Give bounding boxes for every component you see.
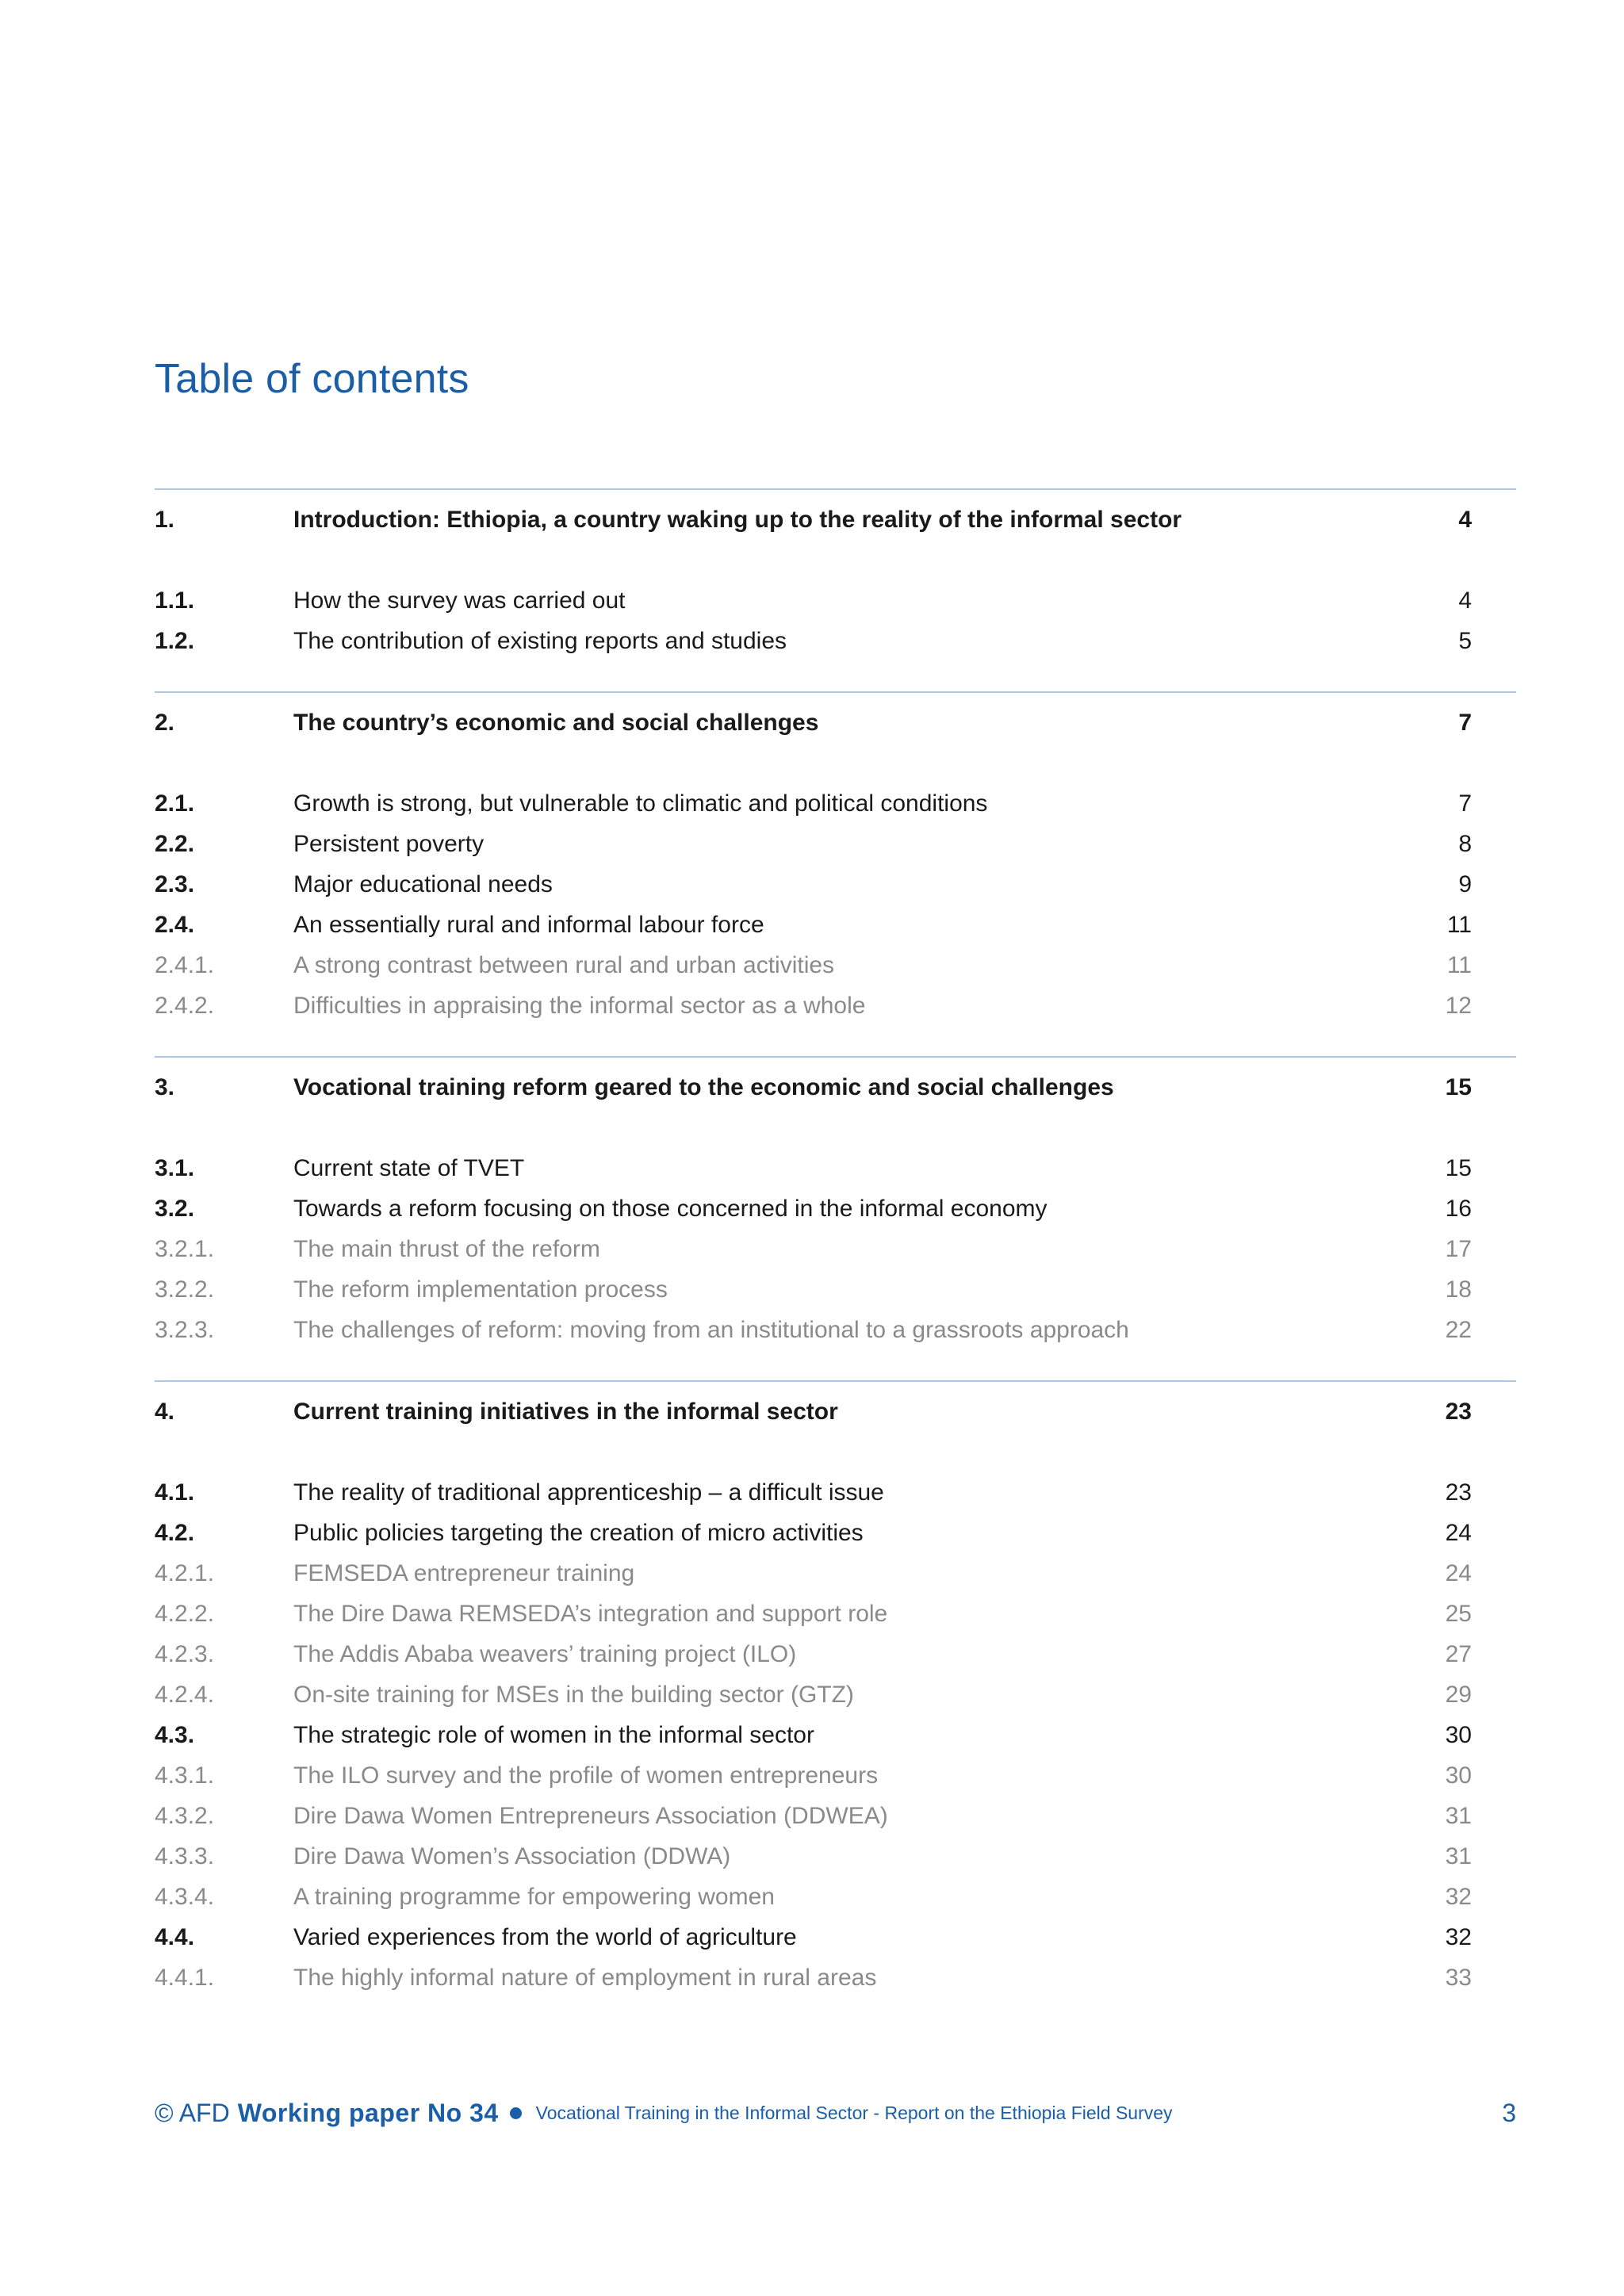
toc-subsubsection-row[interactable] — [155, 945, 1516, 985]
entry-page-number: 31 — [1445, 1803, 1472, 1829]
toc-chapter-row[interactable] — [155, 1067, 1516, 1108]
entry-number: 2.4.2. — [155, 993, 215, 1019]
entry-number: 1. — [155, 507, 175, 533]
entry-number: 4.2.2. — [155, 1601, 215, 1627]
entry-page-number: 4 — [1458, 587, 1472, 614]
entry-page-number: 23 — [1445, 1399, 1472, 1425]
toc-subsubsection-row[interactable] — [155, 1229, 1516, 1269]
bullet-icon — [510, 2107, 522, 2119]
entry-number: 4.3.4. — [155, 1884, 215, 1910]
entry-number: 3.2.2. — [155, 1276, 215, 1303]
toc-subsection-row[interactable] — [155, 1513, 1516, 1553]
table-of-contents — [155, 488, 1516, 2028]
entry-page-number: 18 — [1445, 1276, 1472, 1303]
toc-subsection-row[interactable] — [155, 864, 1516, 905]
toc-subsubsection-row[interactable] — [155, 1310, 1516, 1350]
entry-title: Current state of TVET — [293, 1155, 525, 1181]
entry-title: The main thrust of the reform — [293, 1236, 600, 1262]
toc-subsubsection-row[interactable] — [155, 1269, 1516, 1310]
toc-subsubsection-row[interactable] — [155, 1796, 1516, 1836]
entry-number: 2.3. — [155, 871, 195, 897]
entry-title: Dire Dawa Women’s Association (DDWA) — [293, 1843, 731, 1869]
entry-number: 4.4.1. — [155, 1965, 215, 1991]
entry-page-number: 7 — [1458, 710, 1472, 736]
entry-page-number: 33 — [1445, 1965, 1472, 1991]
entry-title: Towards a reform focusing on those concerned in the informal economy — [293, 1196, 1048, 1222]
entry-page-number: 11 — [1446, 912, 1472, 938]
entry-title: A strong contrast between rural and urban activities — [293, 952, 835, 978]
entry-page-number: 7 — [1458, 790, 1472, 817]
entry-page-number: 30 — [1445, 1722, 1472, 1748]
footer-copyright: © AFD — [155, 2098, 230, 2127]
entry-page-number: 17 — [1445, 1236, 1472, 1262]
entry-number: 4.2.4. — [155, 1682, 215, 1708]
entry-number: 4.4. — [155, 1924, 195, 1950]
entry-number: 4.2.3. — [155, 1641, 215, 1667]
entry-page-number: 23 — [1445, 1479, 1472, 1506]
toc-subsubsection-row[interactable] — [155, 1674, 1516, 1715]
entry-number: 2.1. — [155, 790, 195, 817]
entry-number: 1.1. — [155, 587, 195, 614]
entry-number: 2.4.1. — [155, 952, 215, 978]
footer-series-title: Working paper No 34 — [237, 2098, 499, 2127]
toc-subsubsection-row[interactable] — [155, 1877, 1516, 1917]
entry-page-number: 16 — [1445, 1196, 1472, 1222]
entry-title: How the survey was carried out — [293, 587, 626, 614]
entry-page-number: 29 — [1445, 1682, 1472, 1708]
entry-title: The strategic role of women in the informal sector — [293, 1722, 814, 1748]
entry-title: The Dire Dawa REMSEDA’s integration and support role — [293, 1601, 888, 1627]
toc-subsubsection-row[interactable] — [155, 1755, 1516, 1796]
toc-chapter-row[interactable] — [155, 702, 1516, 743]
entry-title: Varied experiences from the world of agriculture — [293, 1924, 797, 1950]
entry-number: 4.3.1. — [155, 1762, 215, 1789]
entry-page-number: 12 — [1445, 993, 1472, 1019]
entry-page-number: 8 — [1458, 831, 1472, 857]
entry-title: Current training initiatives in the informal sector — [293, 1399, 838, 1425]
entry-number: 4.3.3. — [155, 1843, 215, 1869]
entry-number: 3. — [155, 1074, 175, 1100]
entry-number: 4.2. — [155, 1520, 195, 1546]
entry-page-number: 15 — [1445, 1155, 1472, 1181]
entry-title: The reform implementation process — [293, 1276, 668, 1303]
entry-page-number: 30 — [1445, 1762, 1472, 1789]
entry-title: The ILO survey and the profile of women entrepreneurs — [293, 1762, 879, 1789]
entry-number: 4.3. — [155, 1722, 195, 1748]
entry-title: On-site training for MSEs in the building sector (GTZ) — [293, 1682, 854, 1708]
entry-title: A training programme for empowering women — [293, 1884, 775, 1910]
entry-title: Dire Dawa Women Entrepreneurs Association (DDWEA) — [293, 1803, 888, 1829]
entry-page-number: 5 — [1458, 628, 1472, 654]
entry-number: 1.2. — [155, 628, 195, 654]
toc-subsection-row[interactable] — [155, 1188, 1516, 1229]
toc-chapter-row[interactable] — [155, 499, 1516, 540]
toc-section — [155, 1056, 1516, 1350]
entry-number: 3.1. — [155, 1155, 195, 1181]
entry-number: 4. — [155, 1399, 175, 1425]
toc-subsubsection-row[interactable] — [155, 1594, 1516, 1634]
toc-subsection-row[interactable] — [155, 1148, 1516, 1188]
entry-page-number: 24 — [1445, 1560, 1472, 1586]
toc-subsubsection-row[interactable] — [155, 1553, 1516, 1594]
entry-page-number: 4 — [1458, 507, 1472, 533]
toc-subsection-row[interactable] — [155, 905, 1516, 945]
toc-section — [155, 1380, 1516, 1998]
entry-number: 3.2.3. — [155, 1317, 215, 1343]
entry-page-number: 15 — [1445, 1074, 1472, 1100]
entry-number: 3.2.1. — [155, 1236, 215, 1262]
entry-number: 2.2. — [155, 831, 195, 857]
toc-subsection-row[interactable] — [155, 1917, 1516, 1957]
toc-subsection-row[interactable] — [155, 1472, 1516, 1513]
toc-subsection-row[interactable] — [155, 580, 1516, 621]
entry-page-number: 9 — [1458, 871, 1472, 897]
entry-title: Persistent poverty — [293, 831, 485, 857]
entry-page-number: 25 — [1445, 1601, 1472, 1627]
toc-subsection-row[interactable] — [155, 783, 1516, 824]
toc-subsection-row[interactable] — [155, 824, 1516, 864]
entry-title: Vocational training reform geared to the economic and social challenges — [293, 1074, 1114, 1100]
page-footer — [155, 2093, 1516, 2133]
entry-page-number: 24 — [1445, 1520, 1472, 1546]
entry-title: The highly informal nature of employment in rural areas — [293, 1965, 877, 1991]
entry-number: 4.3.2. — [155, 1803, 215, 1829]
entry-page-number: 11 — [1446, 952, 1472, 978]
entry-page-number: 32 — [1445, 1884, 1472, 1910]
entry-title: The country’s economic and social challenges — [293, 710, 819, 736]
toc-subsubsection-row[interactable] — [155, 985, 1516, 1026]
entry-number: 2.4. — [155, 912, 195, 938]
page-title: Table of contents — [155, 356, 469, 402]
entry-number: 2. — [155, 710, 175, 736]
entry-title: An essentially rural and informal labour force — [293, 912, 764, 938]
entry-page-number: 32 — [1445, 1924, 1472, 1950]
toc-subsubsection-row[interactable] — [155, 1634, 1516, 1674]
entry-title: Growth is strong, but vulnerable to climatic and political conditions — [293, 790, 988, 817]
toc-section — [155, 691, 1516, 1026]
entry-number: 4.2.1. — [155, 1560, 215, 1586]
toc-subsubsection-row[interactable] — [155, 1957, 1516, 1998]
toc-chapter-row[interactable] — [155, 1391, 1516, 1432]
toc-subsection-row[interactable] — [155, 621, 1516, 661]
entry-title: The challenges of reform: moving from an institutional to a grassroots approach — [293, 1317, 1129, 1343]
entry-page-number: 22 — [1445, 1317, 1472, 1343]
entry-page-number: 27 — [1445, 1641, 1472, 1667]
entry-title: The Addis Ababa weavers’ training project (ILO) — [293, 1641, 797, 1667]
entry-page-number: 31 — [1445, 1843, 1472, 1869]
entry-number: 3.2. — [155, 1196, 195, 1222]
footer-subtitle: Vocational Training in the Informal Sector - Report on the Ethiopia Field Survey — [535, 2102, 1173, 2123]
entry-title: The reality of traditional apprenticeship – a difficult issue — [293, 1479, 884, 1506]
toc-subsubsection-row[interactable] — [155, 1836, 1516, 1877]
entry-title: Public policies targeting the creation of micro activities — [293, 1520, 864, 1546]
entry-title: FEMSEDA entrepreneur training — [293, 1560, 635, 1586]
toc-subsection-row[interactable] — [155, 1715, 1516, 1755]
entry-title: Introduction: Ethiopia, a country waking up to the reality of the informal sector — [293, 507, 1182, 533]
entry-number: 4.1. — [155, 1479, 195, 1506]
entry-title: Major educational needs — [293, 871, 553, 897]
entry-title: Difficulties in appraising the informal sector as a whole — [293, 993, 866, 1019]
entry-title: The contribution of existing reports and studies — [293, 628, 787, 654]
page-number: 3 — [1502, 2098, 1516, 2127]
toc-section — [155, 488, 1516, 661]
